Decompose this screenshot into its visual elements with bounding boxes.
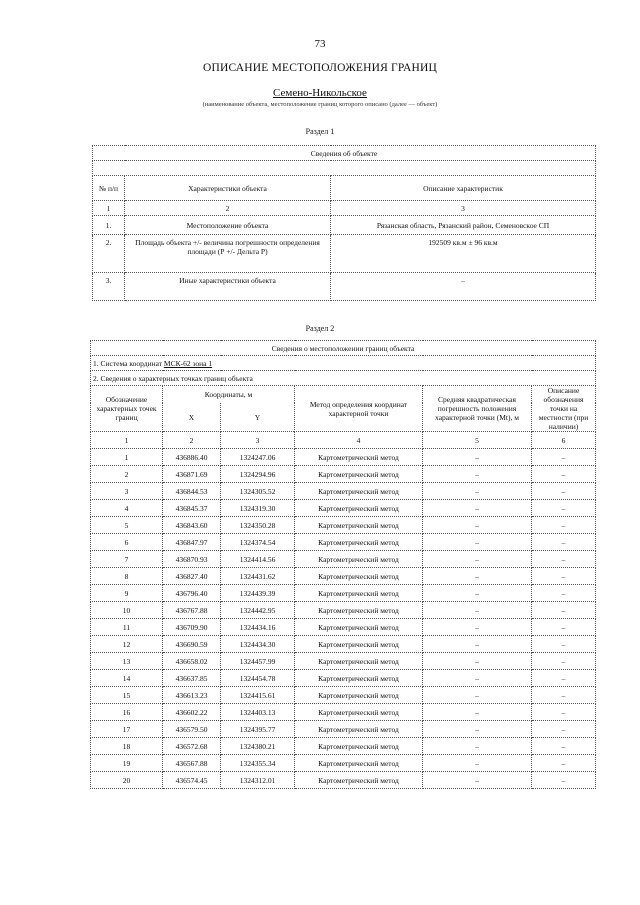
coord-y: 1324305.52 — [221, 483, 295, 500]
point-id: 13 — [91, 653, 163, 670]
point-description: – — [532, 517, 596, 534]
table-row — [91, 704, 596, 721]
point-description: – — [532, 755, 596, 772]
row-number: 2. — [93, 235, 125, 273]
col-index: 3 — [221, 432, 295, 449]
point-id: 19 — [91, 755, 163, 772]
object-name — [0, 87, 640, 99]
accuracy: – — [423, 772, 532, 789]
col-index: 2 — [163, 432, 221, 449]
point-description: – — [532, 466, 596, 483]
coord-y: 1324454.78 — [221, 670, 295, 687]
table-row — [91, 568, 596, 585]
accuracy: – — [423, 449, 532, 466]
section1-header: Сведения об объекте — [93, 146, 596, 161]
col-point-header: Обозначение характерных точек границ — [91, 386, 163, 432]
coord-x: 436796.40 — [163, 585, 221, 602]
method: Картометрический метод — [295, 721, 423, 738]
table-row — [91, 500, 596, 517]
point-id: 16 — [91, 704, 163, 721]
table-row — [91, 755, 596, 772]
coord-y: 1324439.39 — [221, 585, 295, 602]
table-row — [91, 619, 596, 636]
table-row — [91, 483, 596, 500]
point-id: 17 — [91, 721, 163, 738]
col-desc-header: Описание обозначения точки на местности (при наличии) — [532, 386, 596, 432]
method: Картометрический метод — [295, 585, 423, 602]
coord-x: 436886.40 — [163, 449, 221, 466]
point-description: – — [532, 585, 596, 602]
coord-y: 1324380.21 — [221, 738, 295, 755]
table-row — [91, 738, 596, 755]
method: Картометрический метод — [295, 449, 423, 466]
section1-label: Раздел 1 — [305, 127, 335, 136]
object-info-table — [92, 145, 596, 301]
accuracy: – — [423, 483, 532, 500]
point-description: – — [532, 449, 596, 466]
coord-y: 1324431.62 — [221, 568, 295, 585]
row-number: 1. — [93, 216, 125, 235]
method: Картометрический метод — [295, 602, 423, 619]
table-row — [91, 602, 596, 619]
table-row — [91, 772, 596, 789]
method: Картометрический метод — [295, 534, 423, 551]
point-description: – — [532, 653, 596, 670]
accuracy: – — [423, 721, 532, 738]
point-id: 1 — [91, 449, 163, 466]
method: Картометрический метод — [295, 738, 423, 755]
table-row — [91, 449, 596, 466]
coord-y: 1324434.30 — [221, 636, 295, 653]
point-description: – — [532, 670, 596, 687]
coord-x: 436845.37 — [163, 500, 221, 517]
accuracy: – — [423, 755, 532, 772]
point-description: – — [532, 619, 596, 636]
col-index: 6 — [532, 432, 596, 449]
method: Картометрический метод — [295, 500, 423, 517]
method: Картометрический метод — [295, 670, 423, 687]
coord-x: 436572.68 — [163, 738, 221, 755]
table-row — [91, 687, 596, 704]
col-accuracy-header: Средняя квадратическая погрешность положения характерной точки (Мt), м — [423, 386, 532, 432]
point-id: 14 — [91, 670, 163, 687]
method: Картометрический метод — [295, 772, 423, 789]
coord-y: 1324403.13 — [221, 704, 295, 721]
method: Картометрический метод — [295, 568, 423, 585]
coord-x: 436844.53 — [163, 483, 221, 500]
col-index: 3 — [331, 201, 596, 216]
col-index: 2 — [125, 201, 331, 216]
coord-x: 436579.50 — [163, 721, 221, 738]
point-description: – — [532, 602, 596, 619]
accuracy: – — [423, 636, 532, 653]
table-row — [91, 721, 596, 738]
coord-x: 436843.60 — [163, 517, 221, 534]
coord-y: 1324457.99 — [221, 653, 295, 670]
point-id: 3 — [91, 483, 163, 500]
col-char-header: Характеристики объекта — [125, 176, 331, 201]
coord-y: 1324319.30 — [221, 500, 295, 517]
method: Картометрический метод — [295, 619, 423, 636]
table-row — [91, 517, 596, 534]
table-row — [91, 466, 596, 483]
coord-x: 436827.40 — [163, 568, 221, 585]
page-number: 73 — [314, 38, 326, 50]
coord-y: 1324350.28 — [221, 517, 295, 534]
point-id: 5 — [91, 517, 163, 534]
object-name-text: Семено-Никольское — [273, 87, 367, 99]
accuracy: – — [423, 551, 532, 568]
point-id: 10 — [91, 602, 163, 619]
point-id: 8 — [91, 568, 163, 585]
coordinate-system — [91, 356, 596, 371]
method: Картометрический метод — [295, 466, 423, 483]
table-row — [91, 636, 596, 653]
accuracy: – — [423, 517, 532, 534]
point-id: 9 — [91, 585, 163, 602]
method: Картометрический метод — [295, 517, 423, 534]
accuracy: – — [423, 500, 532, 517]
point-description: – — [532, 636, 596, 653]
points-info-line: 2. Сведения о характерных точках границ объекта — [91, 371, 596, 386]
coord-x: 436847.97 — [163, 534, 221, 551]
accuracy: – — [423, 619, 532, 636]
coord-y: 1324312.01 — [221, 772, 295, 789]
boundary-points-table — [90, 340, 596, 789]
characteristic: Площадь объекта +/- величина погрешности определения площади (Р +/- Дельта Р) — [125, 235, 331, 273]
table-row — [91, 551, 596, 568]
table-row — [91, 534, 596, 551]
accuracy: – — [423, 653, 532, 670]
point-description: – — [532, 687, 596, 704]
point-id: 11 — [91, 619, 163, 636]
description: – — [331, 273, 596, 301]
coordinate-system-label: 1. Система координат — [93, 358, 164, 368]
col-x-header: X — [163, 403, 221, 431]
table-row — [91, 585, 596, 602]
col-coords-header: Координаты, м — [163, 386, 295, 404]
object-subtitle: (наименование объекта, местоположение границ которого описано (далее — объект) — [202, 101, 438, 108]
page-title: ОПИСАНИЕ МЕСТОПОЛОЖЕНИЯ ГРАНИЦ — [202, 62, 438, 74]
description: 192509 кв.м ± 96 кв.м — [331, 235, 596, 273]
point-description: – — [532, 534, 596, 551]
characteristic: Иные характеристики объекта — [125, 273, 331, 301]
coord-x: 436870.93 — [163, 551, 221, 568]
accuracy: – — [423, 738, 532, 755]
accuracy: – — [423, 568, 532, 585]
col-index: 5 — [423, 432, 532, 449]
coord-x: 436658.02 — [163, 653, 221, 670]
coord-x: 436690.59 — [163, 636, 221, 653]
coord-y: 1324374.54 — [221, 534, 295, 551]
point-description: – — [532, 772, 596, 789]
coord-x: 436637.85 — [163, 670, 221, 687]
coord-y: 1324415.61 — [221, 687, 295, 704]
point-id: 2 — [91, 466, 163, 483]
method: Картометрический метод — [295, 755, 423, 772]
characteristic: Местоположение объекта — [125, 216, 331, 235]
point-description: – — [532, 568, 596, 585]
accuracy: – — [423, 585, 532, 602]
accuracy: – — [423, 670, 532, 687]
section2-header: Сведения о местоположении границ объекта — [91, 341, 596, 356]
method: Картометрический метод — [295, 687, 423, 704]
point-id: 6 — [91, 534, 163, 551]
point-id: 4 — [91, 500, 163, 517]
table-row — [91, 653, 596, 670]
point-id: 7 — [91, 551, 163, 568]
point-id: 15 — [91, 687, 163, 704]
col-desc-header: Описание характеристик — [331, 176, 596, 201]
accuracy: – — [423, 466, 532, 483]
coord-x: 436574.45 — [163, 772, 221, 789]
method: Картометрический метод — [295, 551, 423, 568]
col-index: 4 — [295, 432, 423, 449]
point-id: 18 — [91, 738, 163, 755]
point-description: – — [532, 483, 596, 500]
coord-y: 1324355.34 — [221, 755, 295, 772]
description: Рязанская область, Рязанский район, Семеновское СП — [331, 216, 596, 235]
accuracy: – — [423, 687, 532, 704]
coord-y: 1324414.56 — [221, 551, 295, 568]
coord-y: 1324442.95 — [221, 602, 295, 619]
method: Картометрический метод — [295, 704, 423, 721]
point-description: – — [532, 721, 596, 738]
coord-y: 1324434.16 — [221, 619, 295, 636]
method: Картометрический метод — [295, 636, 423, 653]
accuracy: – — [423, 704, 532, 721]
coord-x: 436767.88 — [163, 602, 221, 619]
table-spacer-row — [93, 161, 596, 176]
accuracy: – — [423, 534, 532, 551]
point-description: – — [532, 704, 596, 721]
method: Картометрический метод — [295, 483, 423, 500]
col-index: 1 — [91, 432, 163, 449]
col-index: 1 — [93, 201, 125, 216]
coord-x: 436709.90 — [163, 619, 221, 636]
row-number: 3. — [93, 273, 125, 301]
section2-label: Раздел 2 — [305, 324, 335, 333]
table-row — [91, 670, 596, 687]
coordinate-system-value: МСК-62 зона 1 — [163, 358, 213, 368]
method: Картометрический метод — [295, 653, 423, 670]
coord-y: 1324247.06 — [221, 449, 295, 466]
point-description: – — [532, 551, 596, 568]
col-num-header: № п/п — [93, 176, 125, 201]
coord-y: 1324395.77 — [221, 721, 295, 738]
coord-x: 436602.22 — [163, 704, 221, 721]
coord-y: 1324294.96 — [221, 466, 295, 483]
coord-x: 436613.23 — [163, 687, 221, 704]
accuracy: – — [423, 602, 532, 619]
coord-x: 436567.88 — [163, 755, 221, 772]
col-y-header: Y — [221, 403, 295, 431]
point-description: – — [532, 500, 596, 517]
point-id: 20 — [91, 772, 163, 789]
coord-x: 436871.69 — [163, 466, 221, 483]
col-method-header: Метод определения координат характерной точки — [295, 386, 423, 432]
point-description: – — [532, 738, 596, 755]
point-id: 12 — [91, 636, 163, 653]
